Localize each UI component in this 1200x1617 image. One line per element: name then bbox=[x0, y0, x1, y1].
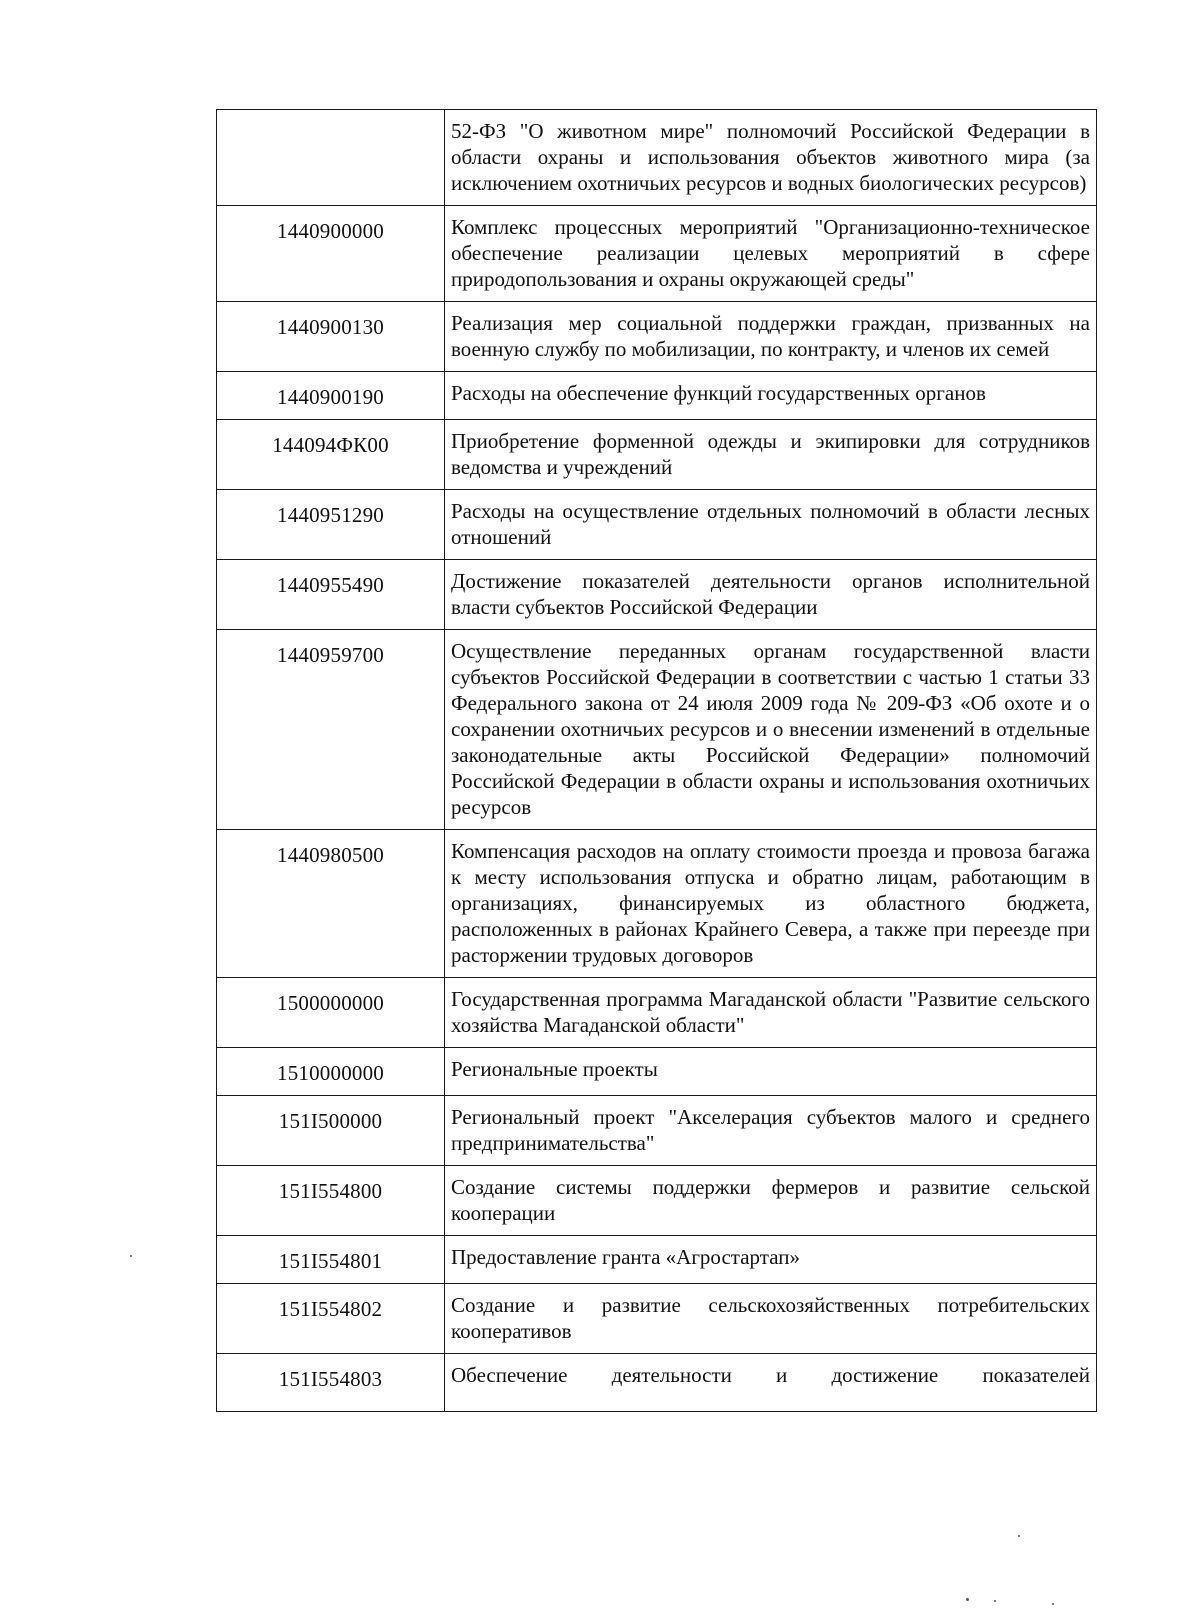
row-code: 151I554803 bbox=[217, 1354, 445, 1412]
row-description: Предоставление гранта «Агростартап» bbox=[445, 1236, 1097, 1284]
row-description: Реализация мер социальной поддержки граждан, призванных на военную службу по мобилизации, по контракту, и членов их семей bbox=[445, 302, 1097, 372]
row-description: Обеспечение деятельности и достижение показателей bbox=[445, 1354, 1097, 1412]
row-description: Создание и развитие сельскохозяйственных потребительских кооперативов bbox=[445, 1284, 1097, 1354]
row-code: 151I554801 bbox=[217, 1236, 445, 1284]
table-row bbox=[217, 1166, 1097, 1236]
row-description: Расходы на обеспечение функций государственных органов bbox=[445, 372, 1097, 420]
row-code: 151I554802 bbox=[217, 1284, 445, 1354]
table-row bbox=[217, 978, 1097, 1048]
row-description: Приобретение форменной одежды и экипировки для сотрудников ведомства и учреждений bbox=[445, 420, 1097, 490]
row-code: 1440900190 bbox=[217, 372, 445, 420]
row-description: Региональные проекты bbox=[445, 1048, 1097, 1096]
table-row bbox=[217, 1048, 1097, 1096]
table-row bbox=[217, 372, 1097, 420]
row-description: Комплекс процессных мероприятий "Организационно-техническое обеспечение реализации целевых мероприятий в сфере природопользования и охраны окружающей среды" bbox=[445, 206, 1097, 302]
row-description: Расходы на осуществление отдельных полномочий в области лесных отношений bbox=[445, 490, 1097, 560]
table-row bbox=[217, 110, 1097, 206]
table-row bbox=[217, 630, 1097, 830]
table-row bbox=[217, 490, 1097, 560]
scan-speck bbox=[130, 1255, 132, 1257]
table-row bbox=[217, 206, 1097, 302]
scan-speck bbox=[1018, 1535, 1020, 1537]
table-row bbox=[217, 1236, 1097, 1284]
row-description: Государственная программа Магаданской области "Развитие сельского хозяйства Магаданской области" bbox=[445, 978, 1097, 1048]
row-code: 1440900000 bbox=[217, 206, 445, 302]
row-description: Достижение показателей деятельности органов исполнительной власти субъектов Российской Федерации bbox=[445, 560, 1097, 630]
row-description: Создание системы поддержки фермеров и развитие сельской кооперации bbox=[445, 1166, 1097, 1236]
table-row bbox=[217, 1096, 1097, 1166]
table-row bbox=[217, 830, 1097, 978]
scan-speck bbox=[994, 1600, 996, 1602]
row-code: 1440959700 bbox=[217, 630, 445, 830]
row-code: 1440980500 bbox=[217, 830, 445, 978]
row-code: 151I554800 bbox=[217, 1166, 445, 1236]
table-row bbox=[217, 1284, 1097, 1354]
row-code: 1500000000 bbox=[217, 978, 445, 1048]
scan-speck bbox=[1052, 1603, 1054, 1605]
scan-speck bbox=[966, 1598, 969, 1601]
table-row bbox=[217, 420, 1097, 490]
row-description: Региональный проект "Акселерация субъектов малого и среднего предпринимательства" bbox=[445, 1096, 1097, 1166]
table-row bbox=[217, 1354, 1097, 1412]
row-description: Компенсация расходов на оплату стоимости проезда и провоза багажа к месту использования отпуска и обратно лицам, работающим в организациях, финансируемых из областного бюджета, расположенных в районах Крайнего Севера, а также при переезде при расторжении трудовых договоров bbox=[445, 830, 1097, 978]
row-description: 52-ФЗ "О животном мире" полномочий Российской Федерации в области охраны и использования объектов животного мира (за исключением охотничьих ресурсов и водных биологических ресурсов) bbox=[445, 110, 1097, 206]
row-code bbox=[217, 110, 445, 206]
row-description: Осуществление переданных органам государственной власти субъектов Российской Федерации в соответствии с частью 1 статьи 33 Федерального закона от 24 июля 2009 года № 209-ФЗ «Об охоте и о сохранении охотничьих ресурсов и о внесении изменений в отдельные законодательные акты Российской Федерации» полномочий Российской Федерации в области охраны и использования охотничьих ресурсов bbox=[445, 630, 1097, 830]
row-code: 1440951290 bbox=[217, 490, 445, 560]
budget-classification-table bbox=[216, 109, 1097, 1412]
row-code: 151I500000 bbox=[217, 1096, 445, 1166]
row-code: 1510000000 bbox=[217, 1048, 445, 1096]
row-code: 1440900130 bbox=[217, 302, 445, 372]
table-row bbox=[217, 560, 1097, 630]
table-row bbox=[217, 302, 1097, 372]
row-code: 144094ФК00 bbox=[217, 420, 445, 490]
row-code: 1440955490 bbox=[217, 560, 445, 630]
